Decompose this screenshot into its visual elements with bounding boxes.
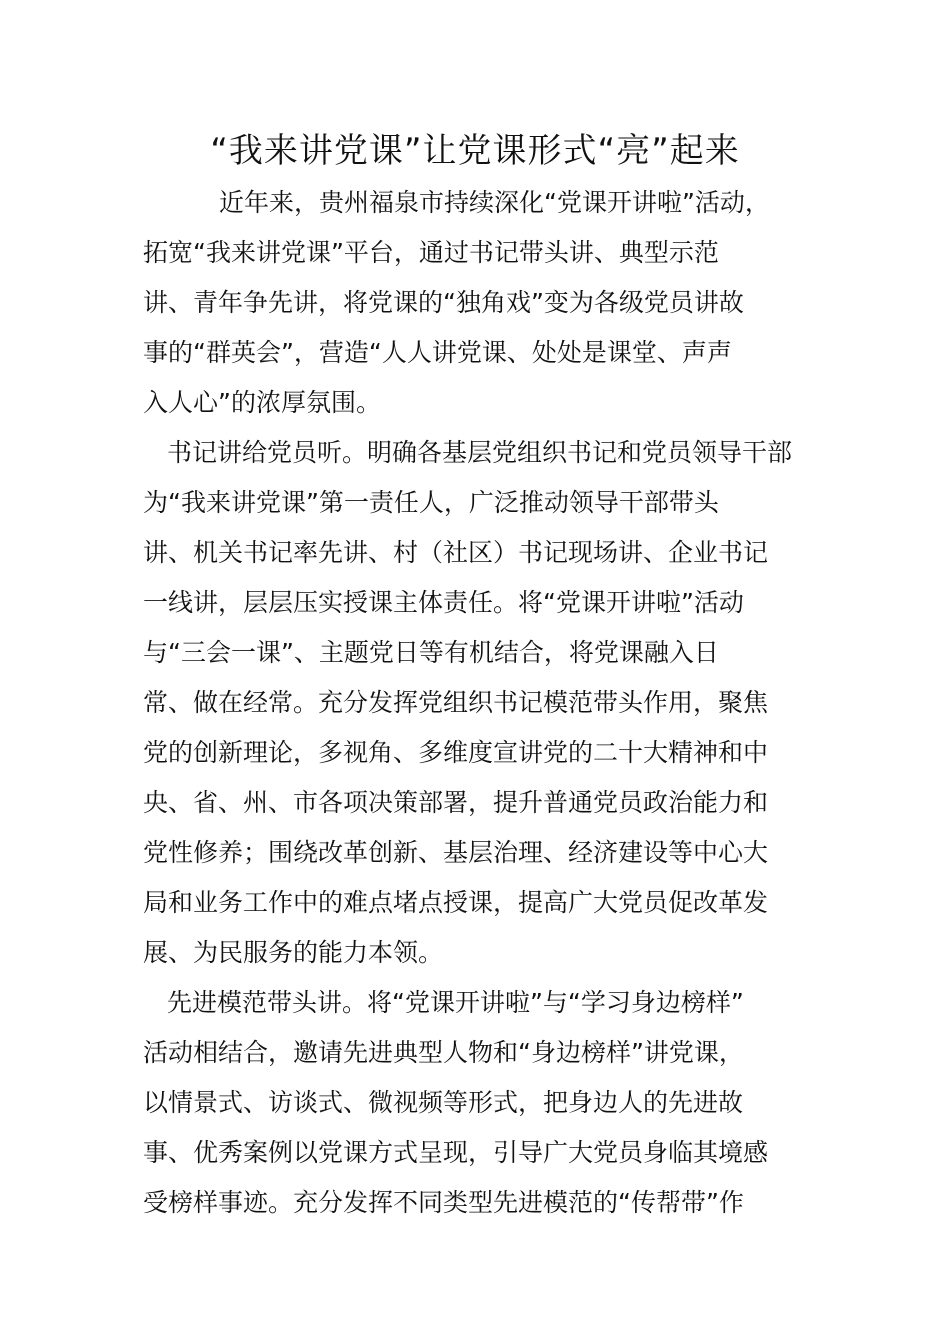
paragraph-2-line-10: 局和业务工作中的难点堵点授课，提高广大党员促改革发	[143, 888, 769, 917]
document-body	[143, 178, 813, 1228]
paragraph-2-line-7: 党的创新理论，多视角、多维度宣讲党的二十大精神和中	[143, 738, 769, 767]
paragraph-3-line-1: 先进模范带头讲。将“党课开讲啦”与“学习身边榜样”	[167, 988, 744, 1017]
paragraph-1-line-3: 讲、青年争先讲，将党课的“独角戏”变为各级党员讲故	[143, 288, 744, 317]
paragraph-2-line-8: 央、省、州、市各项决策部署，提升普通党员政治能力和	[143, 788, 769, 817]
paragraph-2-line-5: 与“三会一课”、主题党日等有机结合，将党课融入日	[143, 638, 719, 667]
paragraph-3-line-4: 事、优秀案例以党课方式呈现，引导广大党员身临其境感	[143, 1138, 769, 1167]
paragraph-2-line-3: 讲、机关书记率先讲、村（社区）书记现场讲、企业书记	[143, 538, 769, 567]
paragraph-2-line-4: 一线讲，层层压实授课主体责任。将“党课开讲啦”活动	[143, 588, 744, 617]
paragraph-1-line-1: 近年来，贵州福泉市持续深化“党课开讲啦”活动，	[219, 188, 770, 217]
paragraph-3-line-2: 活动相结合，邀请先进典型人物和“身边榜样”讲党课，	[143, 1038, 744, 1067]
paragraph-1-line-5: 入人心”的浓厚氛围。	[143, 388, 381, 417]
paragraph-2-line-11: 展、为民服务的能力本领。	[143, 938, 444, 967]
paragraph-1-line-2: 拓宽“我来讲党课”平台，通过书记带头讲、典型示范	[143, 238, 719, 267]
paragraph-3-line-5: 受榜样事迹。充分发挥不同类型先进模范的“传帮带”作	[143, 1188, 744, 1217]
paragraph-1-line-4: 事的“群英会”，营造“人人讲党课、处处是课堂、声声	[143, 338, 732, 367]
paragraph-2-line-6: 常、做在经常。充分发挥党组织书记模范带头作用，聚焦	[143, 688, 769, 717]
paragraph-2-line-2: 为“我来讲党课”第一责任人，广泛推动领导干部带头	[143, 488, 719, 517]
paragraph-3-line-3: 以情景式、访谈式、微视频等形式，把身边人的先进故	[143, 1088, 744, 1117]
document-title: “我来讲党课”让党课形式“亮”起来	[210, 131, 740, 171]
paragraph-2-line-9: 党性修养；围绕改革创新、基层治理、经济建设等中心大	[143, 838, 769, 867]
paragraph-2-line-1: 书记讲给党员听。明确各基层党组织书记和党员领导干部	[167, 438, 793, 467]
